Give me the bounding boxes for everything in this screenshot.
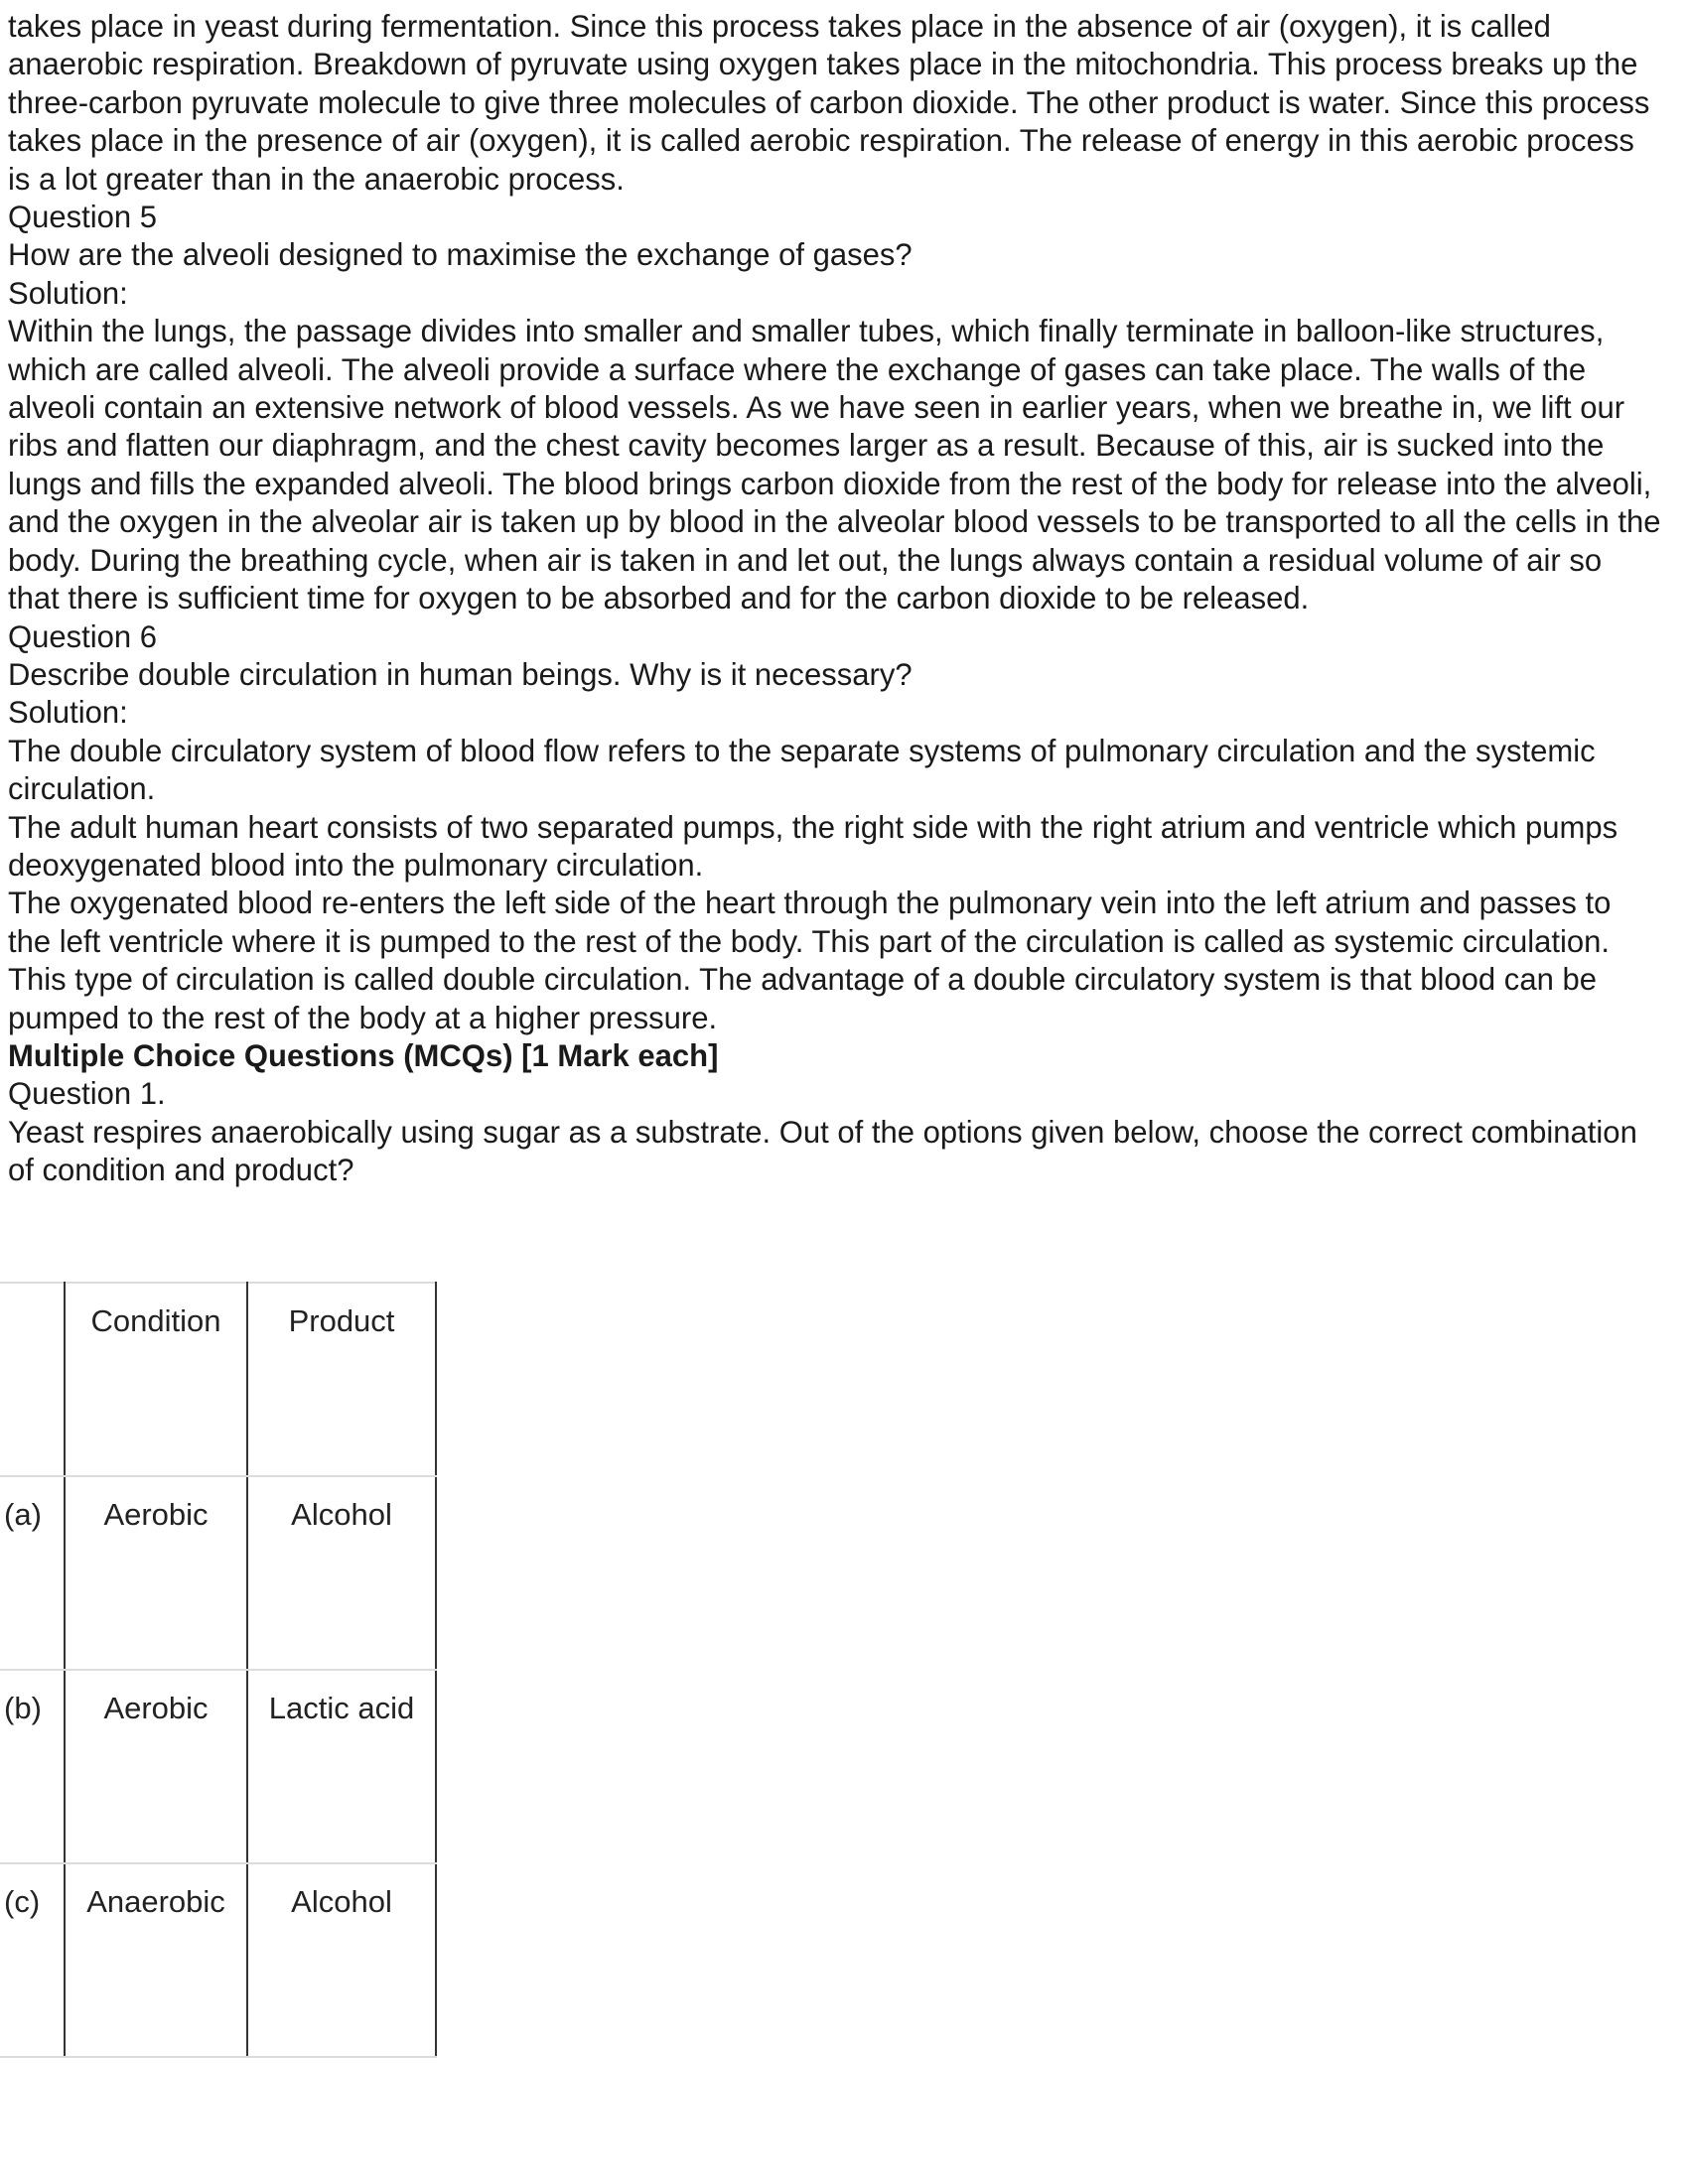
option-condition: Anaerobic <box>65 1863 247 2057</box>
options-table <box>0 1282 437 2058</box>
continuation-paragraph: takes place in yeast during fermentation. Since this process takes place in the absence of air (oxygen), it is called anaerobic respiration. Breakdown of pyruvate using oxygen takes place in the mitochondria. This process breaks up the three-carbon pyruvate molecule to give three molecules of carbon dioxide. The other product is water. Since this process takes place in the presence of air (oxygen), it is called aerobic respiration. The release of energy in this aerobic process is a lot greater than in the anaerobic process. <box>8 8 1650 197</box>
table-row <box>0 1476 436 1670</box>
question-6-solution-label: Solution: <box>8 694 128 731</box>
header-cell-label <box>0 1283 65 1476</box>
option-label: (a) <box>0 1476 65 1670</box>
table-row <box>0 1670 436 1863</box>
header-cell-condition: Condition <box>65 1283 247 1476</box>
header-cell-product: Product <box>247 1283 436 1476</box>
table-row <box>0 1863 436 2057</box>
question-6-heading: Question 6 <box>8 617 158 654</box>
option-label: (b) <box>0 1670 65 1863</box>
mcq-question-1-heading: Question 1. <box>8 1075 166 1112</box>
table-header-row <box>0 1283 436 1476</box>
question-5-solution-label: Solution: <box>8 274 128 311</box>
question-6-text: Describe double circulation in human beings. Why is it necessary? <box>8 655 913 692</box>
question-5-heading: Question 5 <box>8 199 158 235</box>
question-6-answer-paragraph: The double circulatory system of blood flow refers to the separate systems of pulmonary circulation and the systemic circulation. <box>8 732 1596 807</box>
document-body <box>8 7 1661 1189</box>
option-product: Alcohol <box>247 1476 436 1670</box>
option-condition: Aerobic <box>65 1670 247 1863</box>
question-5-text: How are the alveoli designed to maximise the exchange of gases? <box>8 236 913 273</box>
option-product: Alcohol <box>247 1863 436 2057</box>
mcq-section-title: Multiple Choice Questions (MCQs) [1 Mark each] <box>8 1036 719 1073</box>
question-5-answer: Within the lungs, the passage divides into smaller and smaller tubes, which finally terminate in balloon-like structures, which are called alveoli. The alveoli provide a surface where the exchange of gases can take place. The walls of the alveoli contain an extensive network of blood vessels. As we have seen in earlier years, when we breathe in, we lift our ribs and flatten our diaphragm, and the chest cavity becomes larger as a result. Because of this, air is sucked into the lungs and fills the expanded alveoli. The blood brings carbon dioxide from the rest of the body for release into the alveoli, and the oxygen in the alveolar air is taken up by blood in the alveolar blood vessels to be transported to all the cells in the body. During the breathing cycle, when air is taken in and let out, the lungs always contain a residual volume of air so that there is sufficient time for oxygen to be absorbed and for the carbon dioxide to be released. <box>8 313 1661 616</box>
option-condition: Aerobic <box>65 1476 247 1670</box>
question-6-answer-paragraph: The oxygenated blood re-enters the left side of the heart through the pulmonary vein into the left atrium and passes to the left ventricle where it is pumped to the rest of the body. This part of the circulation is called as systemic circulation. This type of circulation is called double circulation. The advantage of a double circulatory system is that blood can be pumped to the rest of the body at a higher pressure. <box>8 885 1612 1035</box>
option-label: (c) <box>0 1863 65 2057</box>
mcq-question-1-text: Yeast respires anaerobically using sugar as a substrate. Out of the options given below, choose the correct combination of condition and product? <box>8 1113 1637 1188</box>
question-6-answer-paragraph: The adult human heart consists of two separated pumps, the right side with the right atrium and ventricle which pumps deoxygenated blood into the pulmonary circulation. <box>8 808 1618 883</box>
option-product: Lactic acid <box>247 1670 436 1863</box>
